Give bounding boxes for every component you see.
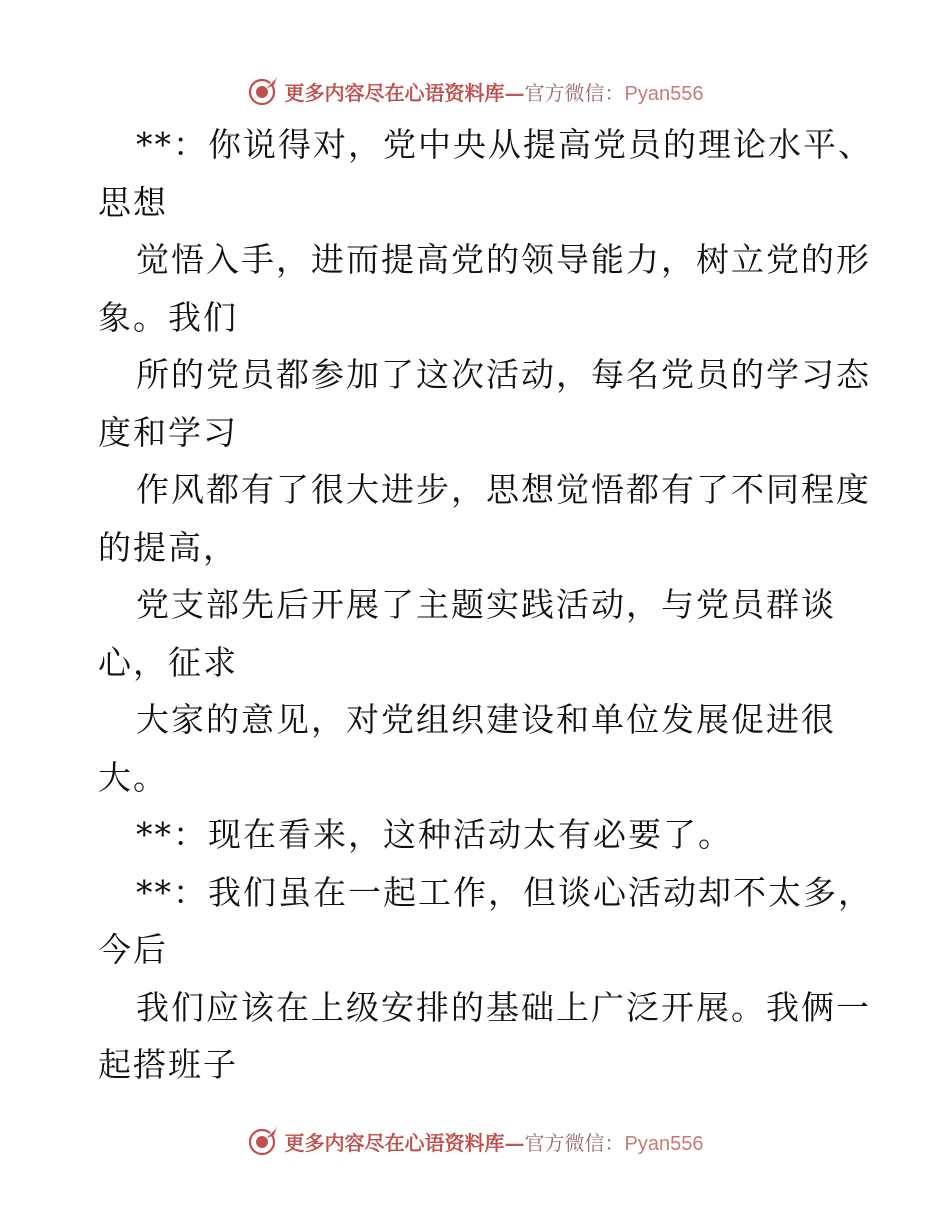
text-line: 作风都有了很大进步，思想觉悟都有了不同程度	[136, 470, 871, 509]
watermark-text: 更多内容尽在心语资料库—官方微信：Pyan556	[284, 80, 704, 105]
text-line: **：我们虽在一起工作，但谈心活动却不太多，	[136, 872, 873, 912]
text-line: 的提高，	[98, 527, 238, 567]
footer-watermark	[0, 1124, 950, 1158]
text-line: 象。我们	[98, 297, 238, 337]
text-line: **：现在看来，这种活动太有必要了。	[136, 815, 733, 854]
text-line: 大家的意见，对党组织建设和单位发展促进很	[136, 700, 836, 739]
text-line: 党支部先后开展了主题实践活动，与党员群谈	[136, 585, 836, 624]
text-line: 我们应该在上级安排的基础上广泛开展。我俩一	[136, 987, 871, 1027]
text-line: 觉悟入手，进而提高党的领导能力，树立党的形	[136, 240, 871, 279]
text-line: 心，征求	[98, 642, 238, 682]
watermark-text: 更多内容尽在心语资料库—官方微信：Pyan556	[284, 1130, 704, 1155]
text-line: **：你说得对，党中央从提高党员的理论水平、	[136, 125, 873, 164]
text-line: 起搭班子	[98, 1045, 238, 1084]
quill-pen-logo-icon	[247, 1125, 279, 1157]
quill-pen-logo-icon	[247, 75, 279, 107]
text-line: 度和学习	[98, 412, 238, 452]
text-line: 思想	[98, 182, 168, 222]
document-body	[98, 116, 873, 1094]
header-watermark	[0, 74, 950, 108]
text-line: 大。	[98, 757, 168, 797]
text-line: 今后	[98, 930, 168, 969]
text-line: 所的党员都参加了这次活动，每名党员的学习态	[136, 355, 871, 394]
